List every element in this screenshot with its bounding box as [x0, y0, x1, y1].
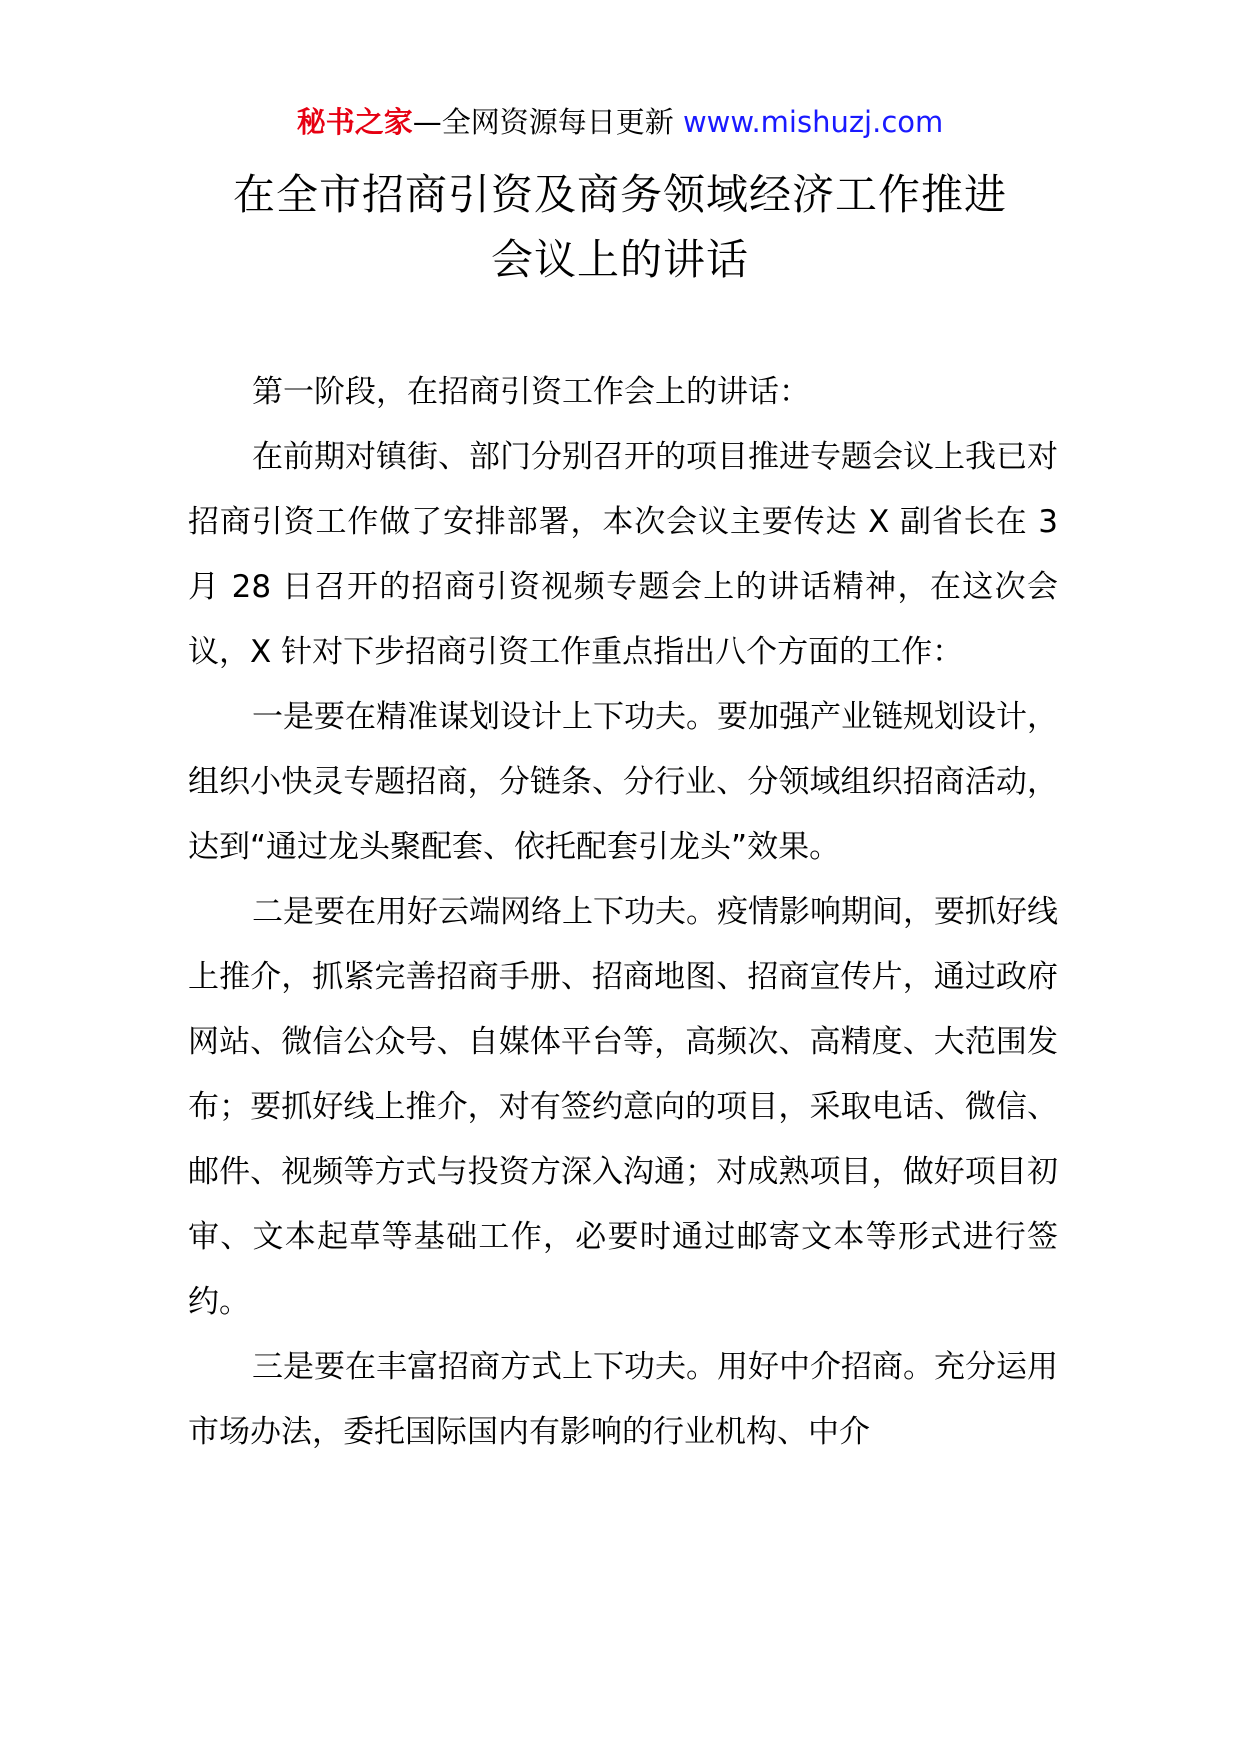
paragraph-point-3: 三是要在丰富招商方式上下功夫。用好中介招商。充分运用市场办法，委托国际国内有影响的行业机构、中介 [188, 1349, 1058, 1450]
paragraph-point-2: 二是要在用好云端网络上下功夫。疫情影响期间，要抓好线上推介，抓紧完善招商手册、招商地图、招商宣传片，通过政府网站、微信公众号、自媒体平台等，高频次、高精度、大范围发布；要抓好线上推介，对有签约意向的项目，采取电话、微信、邮件、视频等方式与投资方深入沟通；对成熟项目，做好项目初审、文本起草等基础工作，必要时通过邮寄文本等形式进行签约。 [188, 894, 1058, 1320]
site-header [0, 100, 1240, 144]
header-tagline: —全网资源每日更新 [412, 105, 683, 139]
title-line-1: 在全市招商引资及商务领域经济工作推进 [232, 170, 1007, 219]
paragraph-intro: 在前期对镇街、部门分别召开的项目推进专题会议上我已对招商引资工作做了安排部署，本次会议主要传达 X 副省长在 3 月 28 日召开的招商引资视频专题会上的讲话精神，在这次会议，X 针对下步招商引资工作重点指出八个方面的工作： [188, 439, 1058, 670]
header-url-link[interactable]: www.mishuzj.com [682, 105, 944, 139]
header-brand: 秘书之家 [296, 105, 413, 139]
paragraph-point-1: 一是要在精准谋划设计上下功夫。要加强产业链规划设计，组织小快灵专题招商，分链条、分行业、分领域组织招商活动，达到“通过龙头聚配套、依托配套引龙头”效果。 [188, 699, 1058, 865]
document-title [150, 162, 1090, 292]
paragraph-section-heading: 第一阶段，在招商引资工作会上的讲话： [252, 374, 810, 410]
document-body [188, 360, 1058, 1465]
title-line-2: 会议上的讲话 [490, 235, 749, 284]
